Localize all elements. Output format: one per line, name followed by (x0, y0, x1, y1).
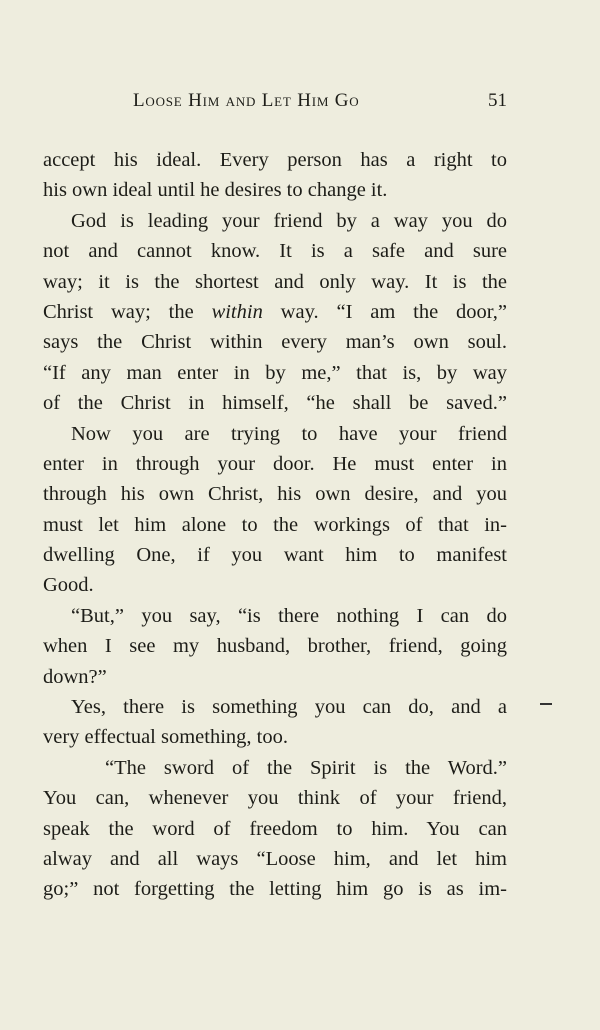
text-line: accept his ideal. Every person has a right to (43, 149, 507, 171)
text-line: enter in through your door. He must enter in (43, 452, 507, 475)
text-line: Good. (43, 574, 94, 597)
text-line: dwelling One, if you want him to manifest (43, 544, 507, 567)
body-text (43, 145, 507, 905)
text-line: very effectual something, too. (43, 726, 288, 749)
text-line: “But,” you say, “is there nothing I can do (71, 604, 507, 627)
text-line: through his own Christ, his own desire, and you (43, 483, 507, 506)
text-line: must let him alone to the workings of that in- (43, 513, 507, 536)
text-line: alway and all ways “Loose him, and let him (43, 847, 507, 870)
text-line: go;” not forgetting the letting him go is as im- (43, 878, 507, 901)
text-line: God is leading your friend by a way you do (71, 209, 507, 232)
text-line: Now you are trying to have your friend (71, 422, 507, 445)
text-line: “The sword of the Spirit is the Word.” (105, 756, 507, 779)
text-line: his own ideal until he desires to change it. (43, 179, 388, 202)
text-line: down?” (43, 665, 107, 688)
text-line: not and cannot know. It is a safe and sure (43, 240, 507, 263)
italic-word: within (211, 300, 263, 323)
text-line: Yes, there is something you can do, and a (71, 696, 507, 719)
text-line: “If any man enter in by me,” that is, by way (43, 361, 507, 384)
text-segment: way. “I am the door,” (262, 300, 507, 323)
margin-mark (540, 703, 552, 705)
text-line (43, 297, 507, 327)
text-line: way; it is the shortest and only way. It is the (43, 270, 507, 293)
running-header (43, 90, 507, 118)
text-segment: Christ way; the (43, 300, 212, 323)
text-line: when I see my husband, brother, friend, going (43, 635, 507, 658)
page-number: 51 (488, 90, 507, 111)
text-line: speak the word of freedom to him. You can (43, 817, 507, 840)
running-title: Loose Him and Let Him Go (133, 90, 360, 111)
text-line: You can, whenever you think of your friend, (43, 787, 507, 810)
text-line: of the Christ in himself, “he shall be saved.” (43, 392, 507, 415)
text-line: says the Christ within every man’s own soul. (43, 331, 507, 354)
